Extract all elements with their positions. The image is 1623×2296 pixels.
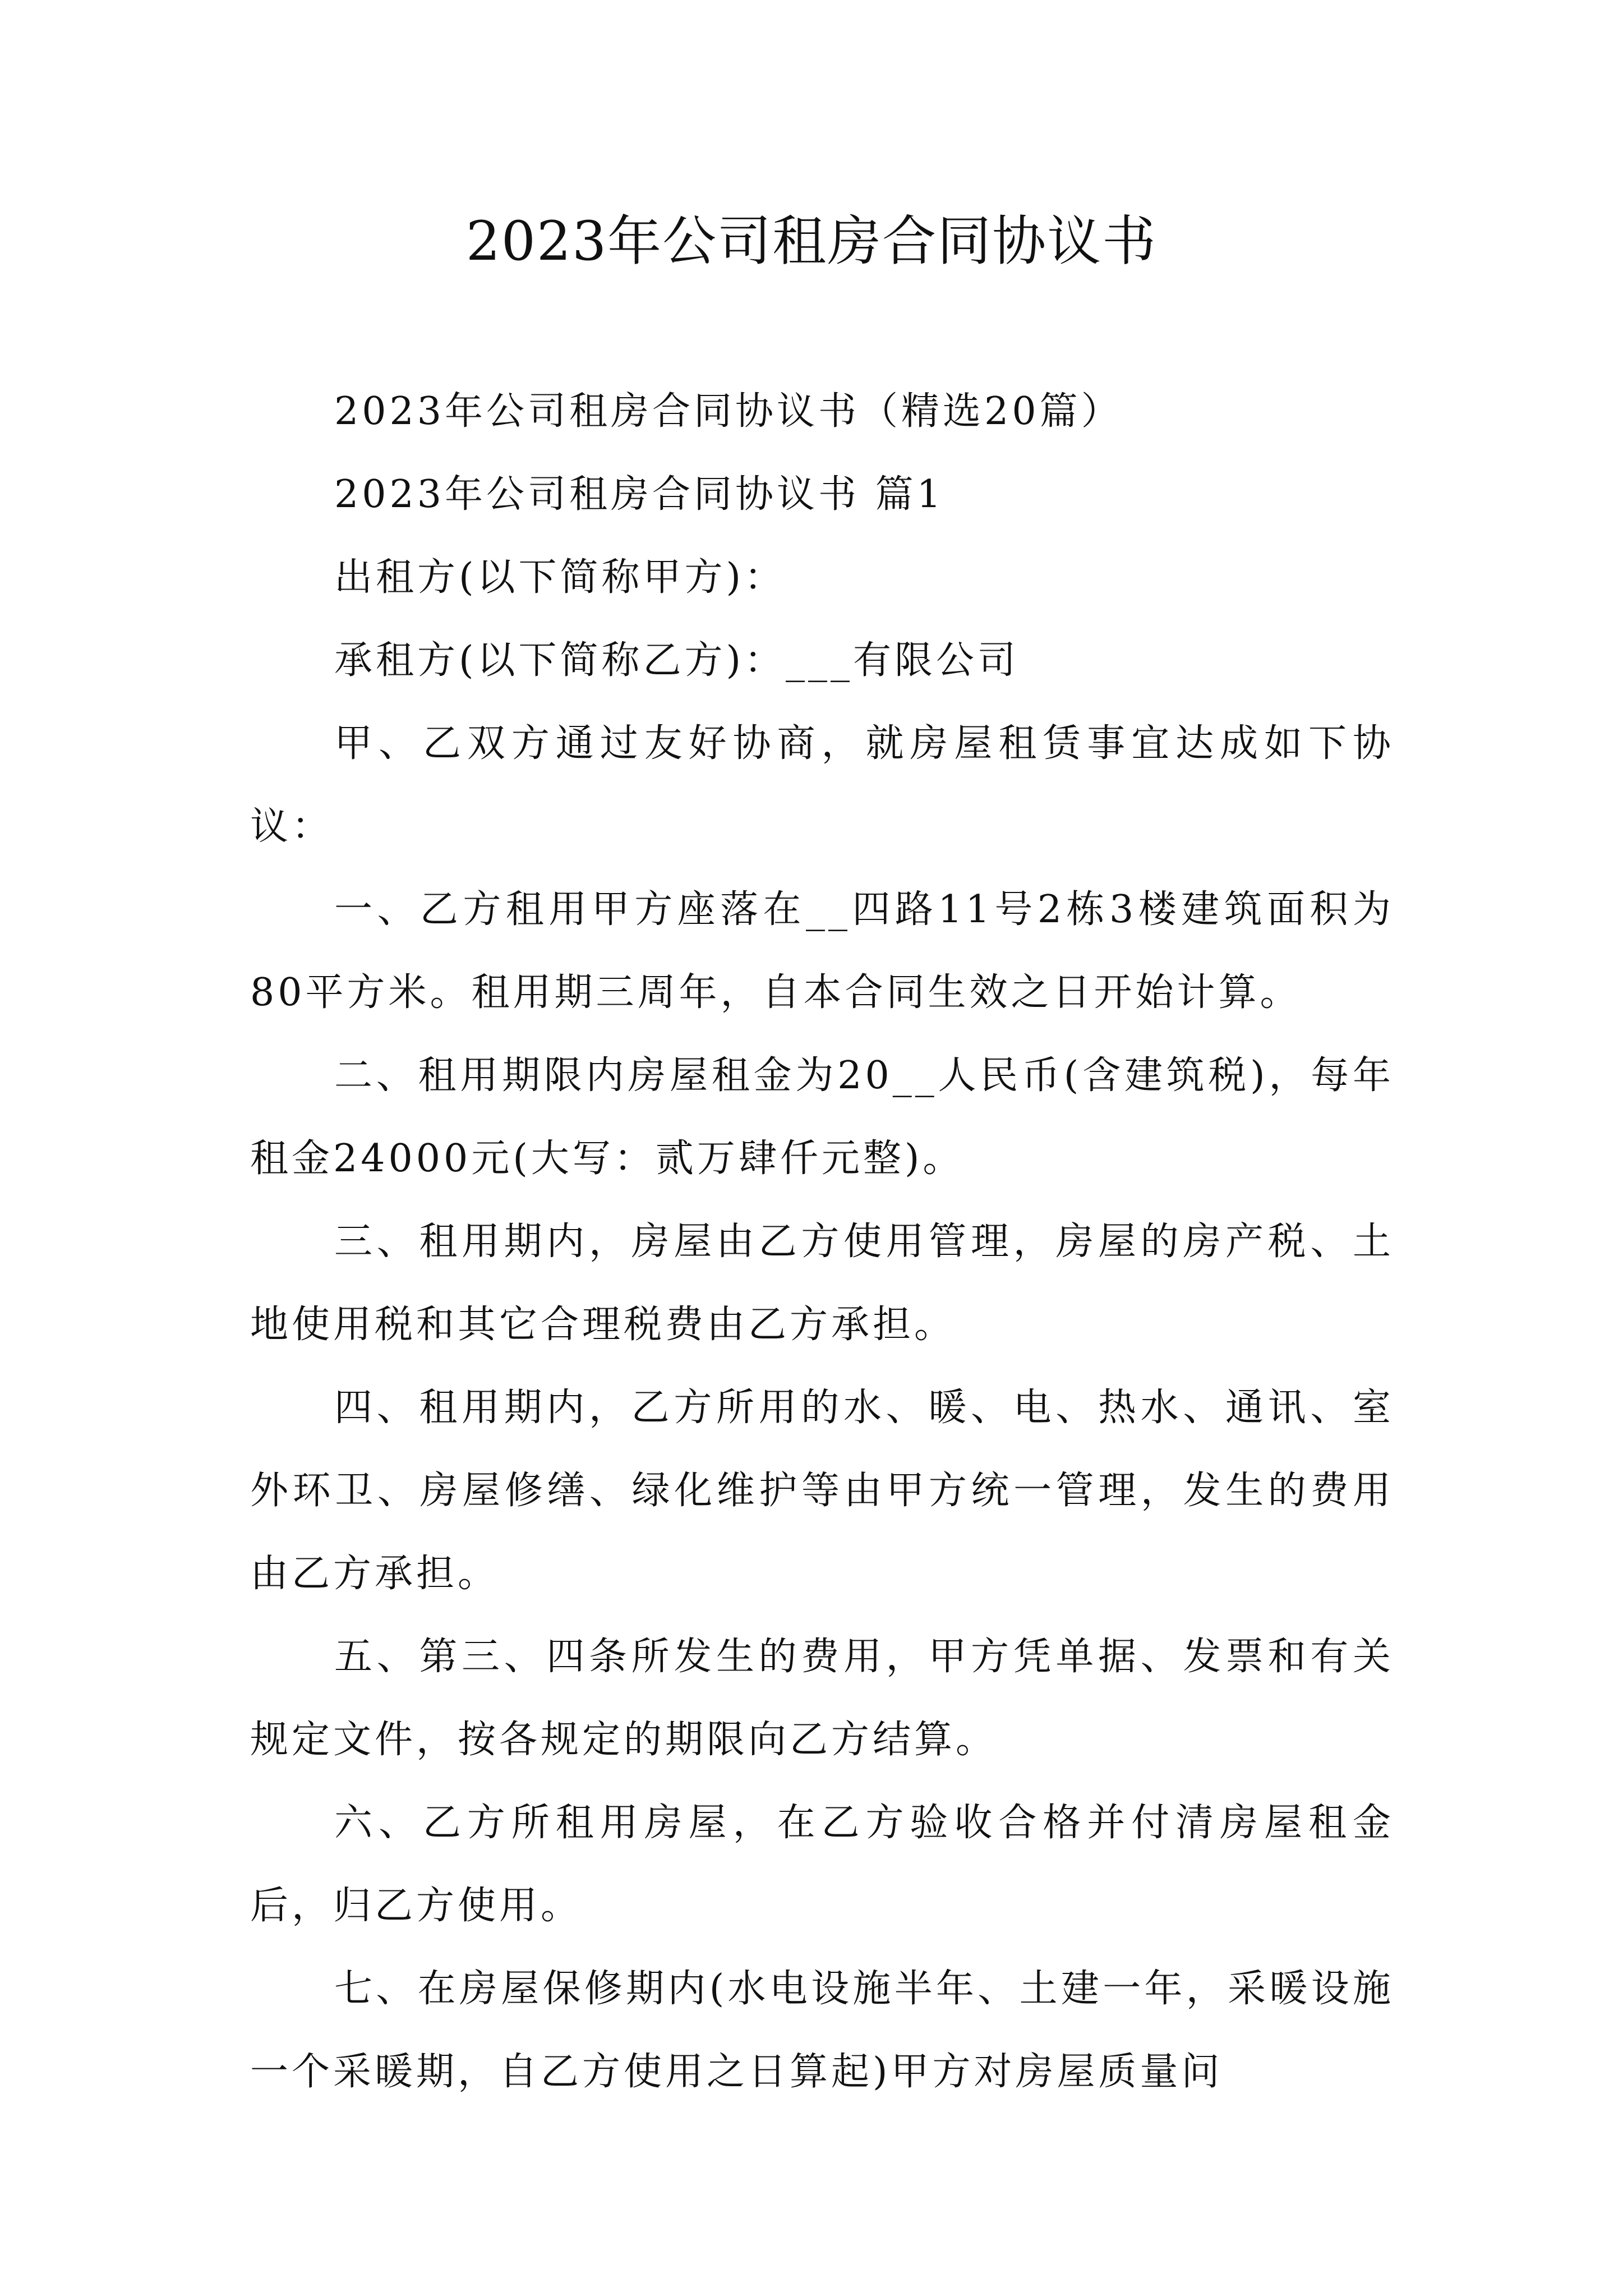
paragraph-intro: 甲、乙双方通过友好协商，就房屋租赁事宜达成如下协议： — [250, 721, 1394, 849]
paragraph-clause-4: 四、租用期内，乙方所用的水、暖、电、热水、通讯、室外环卫、房屋修缮、绿化维护等由甲方统一管理，发生的费用由乙方承担。 — [250, 1386, 1394, 1596]
paragraph-section-heading: 2023年公司租房合同协议书 篇1 — [334, 472, 944, 517]
paragraph-subtitle: 2023年公司租房合同协议书（精选20篇） — [334, 389, 1123, 434]
paragraph-clause-1: 一、乙方租用甲方座落在__四路11号2栋3楼建筑面积为80平方米。租用期三周年，自本合同生效之日开始计算。 — [250, 887, 1394, 1015]
paragraph-clause-6: 六、乙方所租用房屋，在乙方验收合格并付清房屋租金后，归乙方使用。 — [250, 1801, 1394, 1928]
paragraph-lessor: 出租方(以下简称甲方)： — [334, 555, 786, 600]
paragraph-clause-2: 二、租用期限内房屋租金为20__人民币(含建筑税)，每年租金24000元(大写：贰万肆仟元整)。 — [250, 1053, 1394, 1181]
paragraph-clause-7: 七、在房屋保修期内(水电设施半年、土建一年，采暖设施一个采暖期，自乙方使用之日算起)甲方对房屋质量问 — [250, 1967, 1394, 2094]
document-body — [250, 370, 1394, 2114]
paragraph-clause-5: 五、第三、四条所发生的费用，甲方凭单据、发票和有关规定文件，按各规定的期限向乙方结算。 — [250, 1635, 1394, 1762]
document-title: 2023年公司租房合同协议书 — [465, 210, 1158, 273]
paragraph-lessee: 承租方(以下简称乙方)：___有限公司 — [334, 638, 1020, 683]
paragraph-clause-3: 三、租用期内，房屋由乙方使用管理，房屋的房产税、土地使用税和其它合理税费由乙方承担。 — [250, 1220, 1394, 1347]
